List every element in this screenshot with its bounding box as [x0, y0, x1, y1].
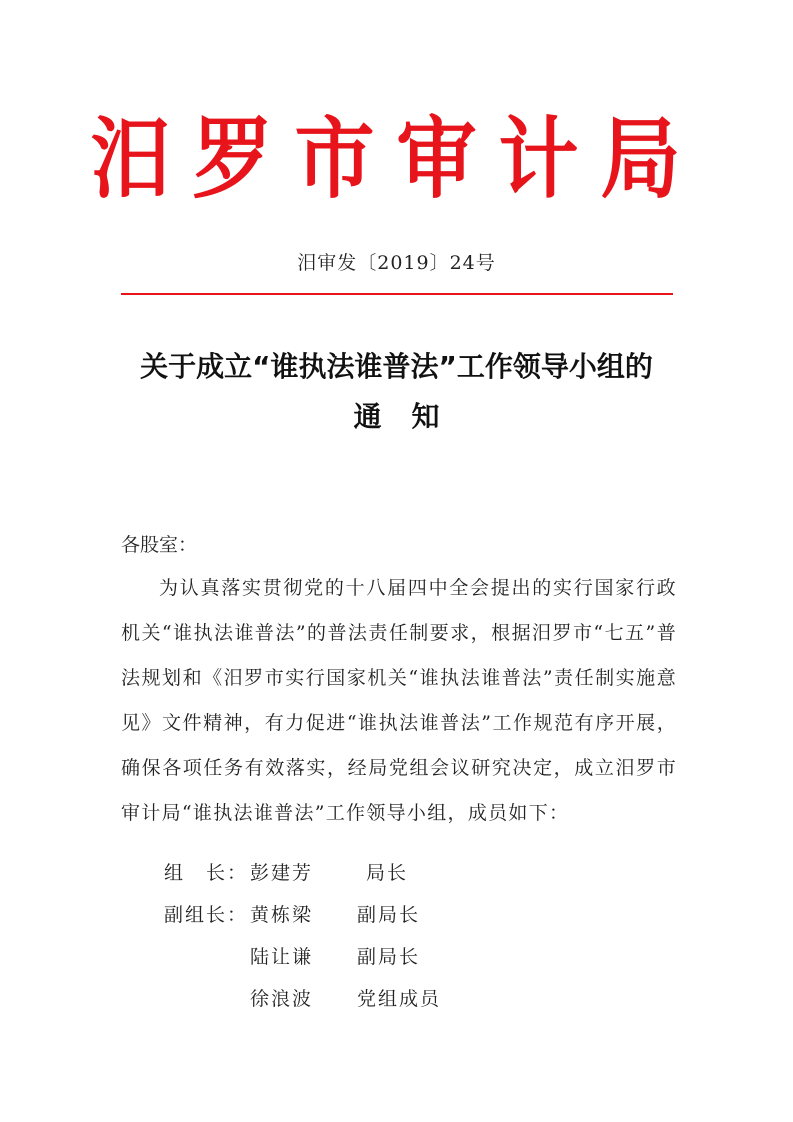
red-divider-line — [121, 293, 673, 295]
member-position: 副局长 — [357, 904, 421, 926]
member-role: 组 长： — [164, 862, 249, 884]
member-position: 党组成员 — [357, 988, 442, 1010]
document-title-line1: 关于成立“谁执法谁普法”工作领导小组的 — [140, 350, 653, 383]
salutation: 各股室： — [121, 534, 198, 556]
member-name: 陆让谦 — [250, 946, 314, 968]
member-name: 黄栋梁 — [250, 904, 314, 926]
member-position: 局长 — [366, 862, 409, 884]
member-name: 徐浪波 — [250, 988, 314, 1010]
member-name: 彭建芳 — [250, 862, 314, 884]
body-paragraph: 为认真落实贯彻党的十八届四中全会提出的实行国家行政机关“谁执法谁普法”的普法责任制要求，根据汨罗市“七五”普法规划和《汨罗市实行国家机关“谁执法谁普法”责任制实施意见》文件精神，有力促进“谁执法谁普法”工作规范有序开展，确保各项任务有效落实，经局党组会议研究决定，成立汨罗市审计局“谁执法谁普法”工作领导小组，成员如下： — [121, 577, 677, 824]
member-position: 副局长 — [357, 946, 421, 968]
member-role: 副组长： — [164, 904, 249, 926]
document-number: 汨审发〔2019〕24号 — [297, 252, 496, 274]
letterhead-org-name: 汨罗市审计局 — [90, 108, 703, 211]
document-title-line2: 通知 — [353, 400, 470, 433]
